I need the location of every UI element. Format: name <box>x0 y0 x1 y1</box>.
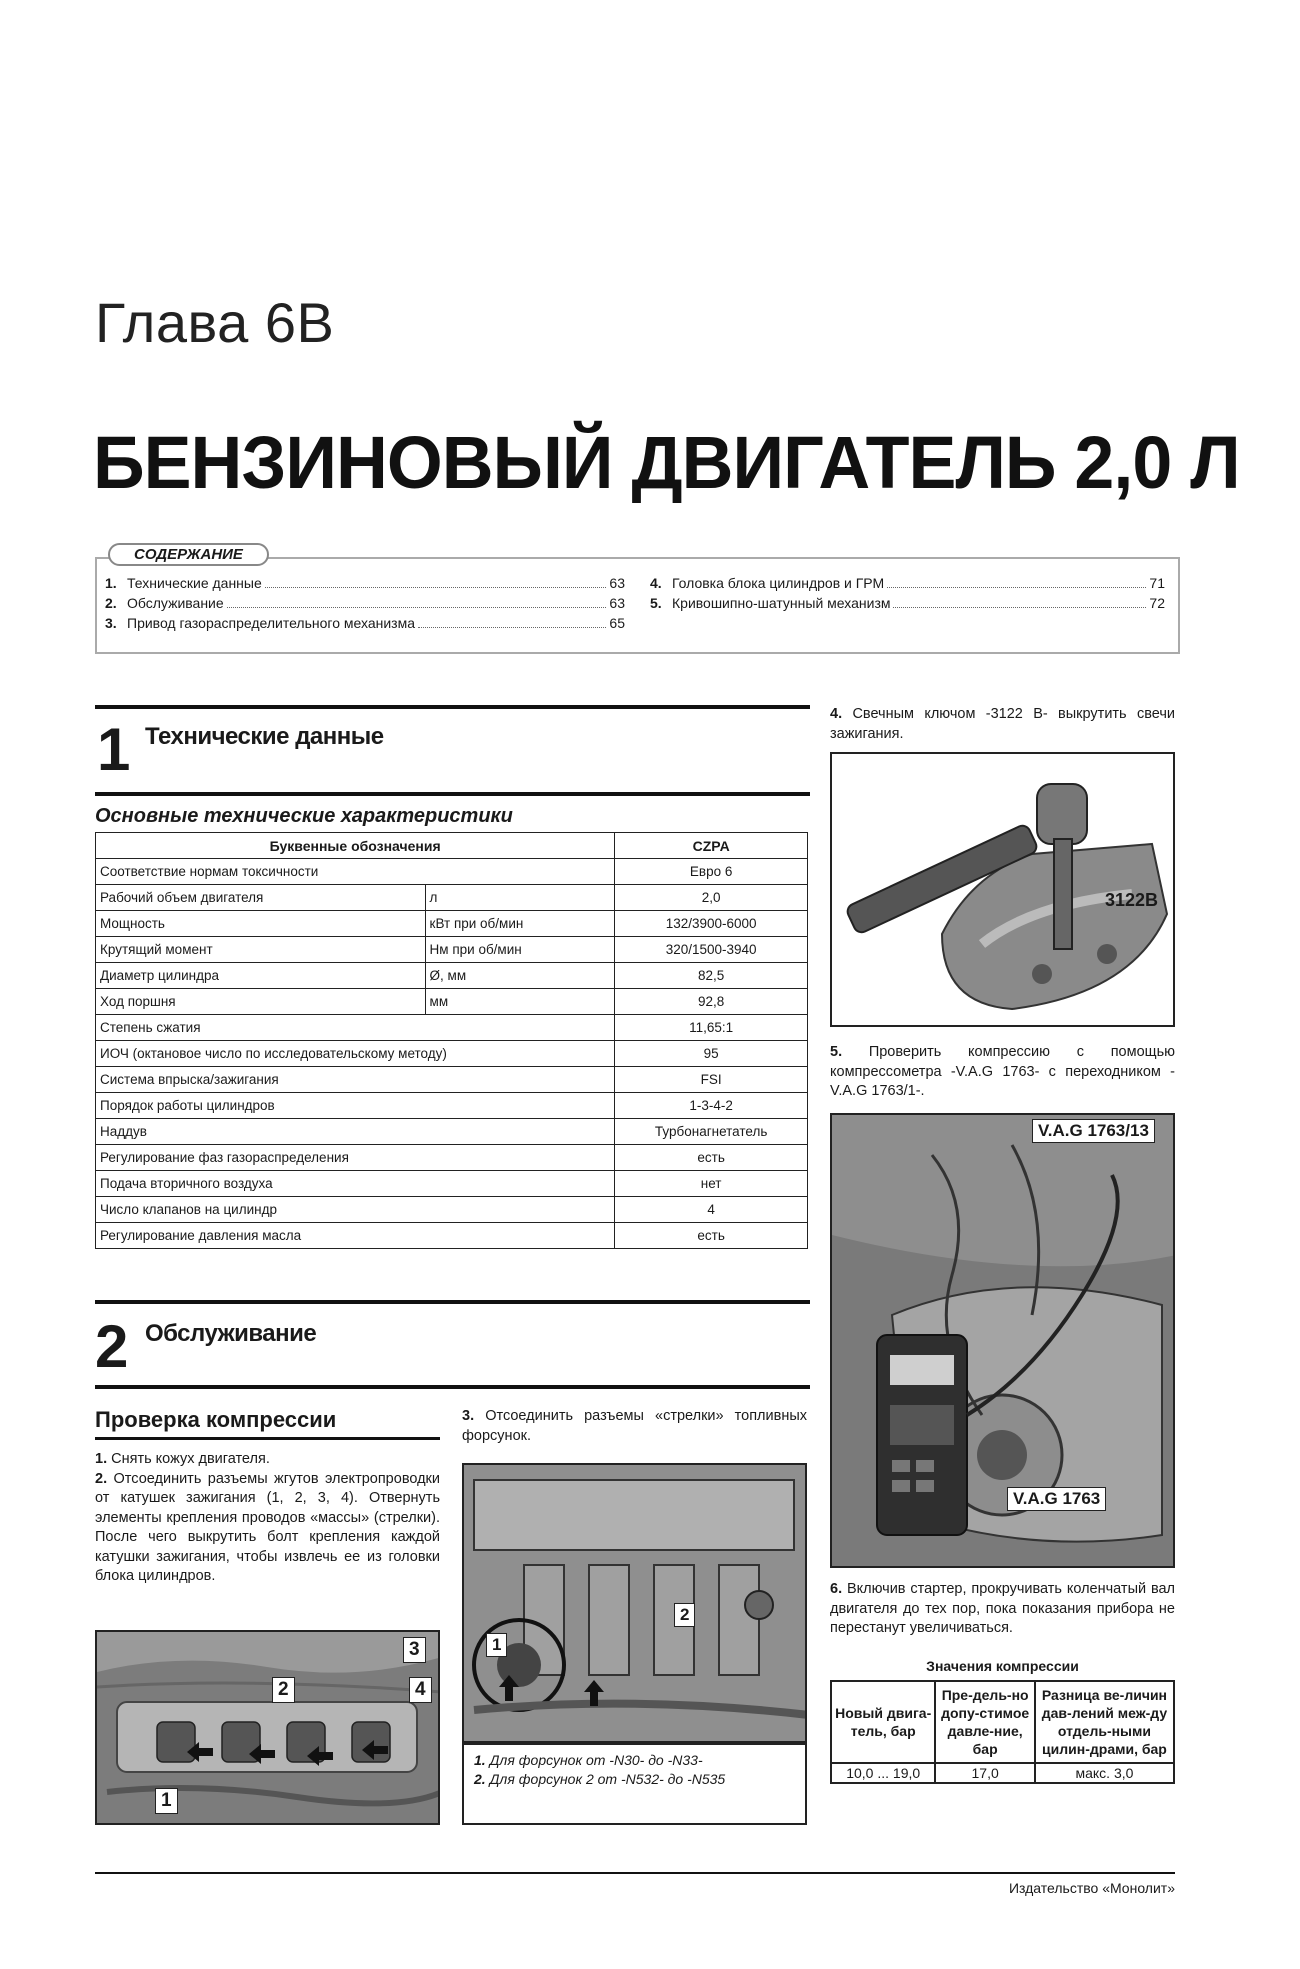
photo-injector-connectors <box>462 1463 807 1743</box>
table-header-cell: Новый двига-тель, бар <box>831 1681 935 1763</box>
ignition-coils-illustration <box>97 1632 440 1825</box>
table-title: Основные технические характеристики <box>95 805 513 827</box>
table-cell: 17,0 <box>935 1763 1034 1783</box>
table-row: Степень сжатия 11,65:1 <box>96 1015 808 1041</box>
compressometer-illustration <box>832 1115 1175 1568</box>
subsection-rule <box>95 1437 440 1440</box>
toc-label: СОДЕРЖАНИЕ <box>108 543 269 566</box>
section-rule <box>95 792 810 796</box>
table-row: Мощность кВт при об/мин 132/3900-6000 <box>96 911 808 937</box>
section-number: 1 <box>97 716 131 783</box>
photo-callout: 2 <box>674 1603 695 1627</box>
subsection-title: Проверка компрессии <box>95 1407 337 1432</box>
section-rule <box>95 1300 810 1304</box>
table-row: Число клапанов на цилиндр 4 <box>96 1197 808 1223</box>
section-title: Технические данные <box>145 723 384 750</box>
table-row: Рабочий объем двигателя л 2,0 <box>96 885 808 911</box>
step-3: 3. Отсоединить разъемы «стрелки» топливных форсунок. <box>462 1408 807 1444</box>
tool-label: 3122В <box>1105 890 1159 910</box>
section-rule <box>95 705 810 709</box>
footer-rule <box>95 1872 1175 1874</box>
photo-callout: 4 <box>409 1677 432 1703</box>
table-row: Регулирование фаз газораспределения есть <box>96 1145 808 1171</box>
photo-callout: 1 <box>486 1633 507 1657</box>
spec-table <box>95 832 808 1249</box>
section-number: 2 <box>95 1313 129 1380</box>
table-header-row <box>831 1681 1174 1763</box>
step-1: 1. Снять кожух двигателя. <box>95 1451 270 1467</box>
step-4: 4. Свечным ключом -3122 В- выкрутить свечи зажигания. <box>830 706 1175 742</box>
table-cell: 10,0 ... 19,0 <box>831 1763 935 1783</box>
photo-ignition-coils <box>95 1630 440 1825</box>
toc-item[interactable]: 1. Технические данные 63 <box>105 575 625 591</box>
step-5: 5. Проверить компрессию с помощью компрессометра -V.A.G 1763- с переходником -V.A.G 1763/1-. <box>830 1044 1176 1099</box>
table-header-row <box>96 833 808 859</box>
table-row: Соответствие нормам токсичности Евро 6 <box>96 859 808 885</box>
step-2: 2. Отсоединить разъемы жгутов электропроводки от катушек зажигания (1, 2, 3, 4). Отвернуть элементы крепления проводов «массы» (стрелки). После чего выкрутить болт крепления каждой катушки зажигания, чтобы извлечь ее из головки блока цилиндров. <box>95 1470 441 1584</box>
table-row: Порядок работы цилиндров 1-3-4-2 <box>96 1093 808 1119</box>
table-row: Наддув Турбонагнетатель <box>96 1119 808 1145</box>
toc-item[interactable]: 5. Кривошипно-шатунный механизм 72 <box>650 595 1165 611</box>
photo-compressometer <box>830 1113 1175 1568</box>
photo-callout: 1 <box>155 1788 178 1814</box>
table-row: Ход поршня мм 92,8 <box>96 989 808 1015</box>
tool-label: V.A.G 1763 <box>1007 1487 1106 1511</box>
photo-caption: 1. Для форсунок от -N30- до -N33- 2. Для форсунок 2 от -N532- до -N535 <box>462 1743 807 1825</box>
toc-item[interactable]: 2. Обслуживание 63 <box>105 595 625 611</box>
table-row: Крутящий момент Нм при об/мин 320/1500-3940 <box>96 937 808 963</box>
table-header-cell: Разница ве-личин дав-лений меж-ду отдель-ными цилин-драми, бар <box>1035 1681 1174 1763</box>
photo-callout: 3 <box>403 1637 426 1663</box>
tool-label: V.A.G 1763/13 <box>1032 1119 1155 1143</box>
table-row: Регулирование давления масла есть <box>96 1223 808 1249</box>
step-6: 6. Включив стартер, прокручивать коленчатый вал двигателя до тех пор, пока показания прибора не перестанут увеличиваться. <box>830 1581 1176 1636</box>
section-title: Обслуживание <box>145 1320 317 1347</box>
photo-spark-plug-wrench <box>830 752 1175 1027</box>
table-header-cell: CZPA <box>615 833 808 859</box>
table-header-cell: Пре-дель-но допу-стимое давле-ние, бар <box>935 1681 1034 1763</box>
publisher-footer: Издательство «Монолит» <box>1008 1880 1175 1896</box>
toc-right <box>650 573 1165 613</box>
section-rule <box>95 1385 810 1389</box>
table-row: Диаметр цилиндра Ø, мм 82,5 <box>96 963 808 989</box>
table-header-cell: Буквенные обозначения <box>96 833 615 859</box>
chapter-label: Глава 6В <box>95 291 335 354</box>
toc-item[interactable]: 4. Головка блока цилиндров и ГРМ 71 <box>650 575 1165 591</box>
table-row: Подача вторичного воздуха нет <box>96 1171 808 1197</box>
injector-connectors-illustration <box>464 1465 807 1743</box>
table-row: Система впрыска/зажигания FSI <box>96 1067 808 1093</box>
steps-left <box>95 1450 440 1587</box>
table-row <box>831 1763 1174 1783</box>
toc-item[interactable]: 3. Привод газораспределительного механизма 65 <box>105 615 625 631</box>
compression-table-title: Значения компрессии <box>926 1658 1079 1674</box>
table-cell: макс. 3,0 <box>1035 1763 1174 1783</box>
compression-table <box>830 1680 1175 1784</box>
table-row: ИОЧ (октановое число по исследовательскому методу) 95 <box>96 1041 808 1067</box>
photo-callout: 2 <box>272 1677 295 1703</box>
page-title: БЕНЗИНОВЫЙ ДВИГАТЕЛЬ 2,0 Л <box>93 421 1240 504</box>
toc-left <box>105 573 625 633</box>
